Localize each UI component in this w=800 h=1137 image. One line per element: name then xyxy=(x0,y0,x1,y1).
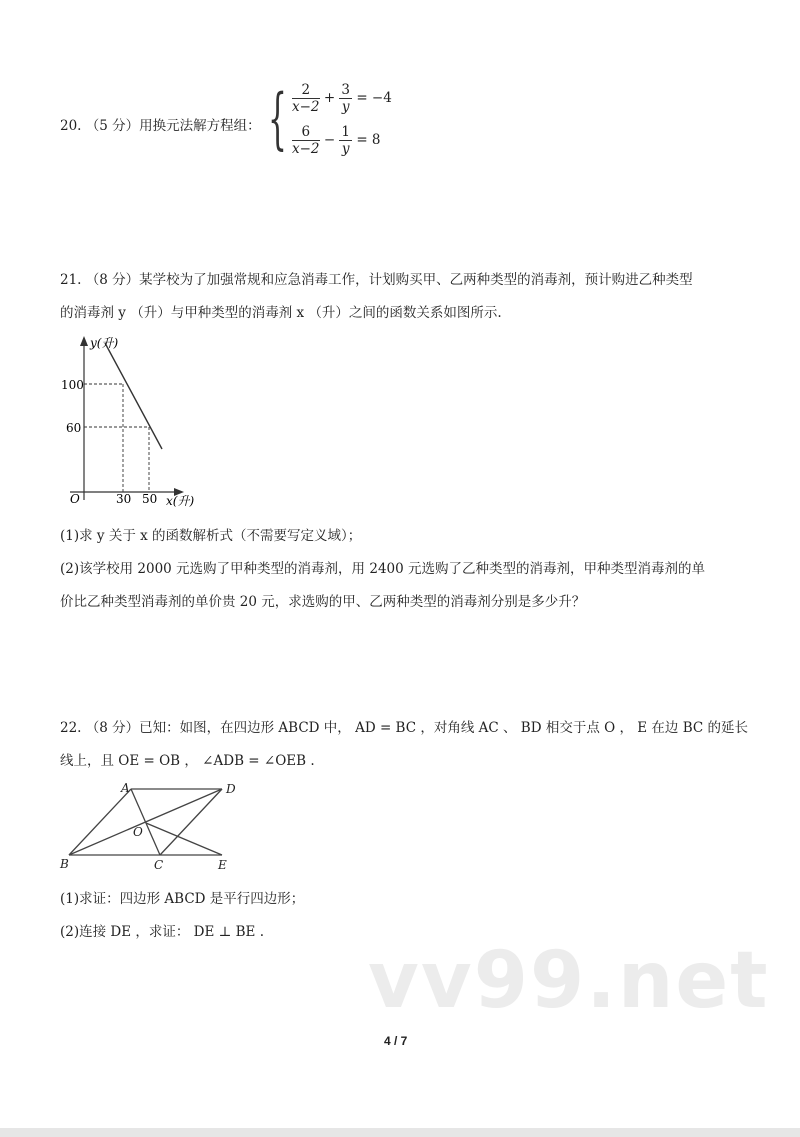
segment-ab xyxy=(69,789,131,855)
point-b: B xyxy=(60,857,69,871)
q21-line2: 的消毒剂 y （升）与甲种类型的消毒剂 x （升）之间的函数关系如图所示. xyxy=(60,305,502,321)
function-line xyxy=(105,343,162,449)
point-a: A xyxy=(121,781,130,795)
eq1-rhs: = −4 xyxy=(356,90,392,106)
y-arrow-icon xyxy=(80,336,88,346)
q21-line1: 21. （8 分）某学校为了加强常规和应急消毒工作，计划购买甲、乙两种类型的消毒剂，预计购进乙种类型 xyxy=(60,272,693,288)
point-o: O xyxy=(133,825,143,839)
y-axis-label: y(升) xyxy=(90,336,119,350)
ytick-100: 100 xyxy=(61,378,84,392)
eq2-den2: y xyxy=(341,141,350,157)
origin-label: O xyxy=(70,492,80,506)
q20-prefix: 20. （5 分）用换元法解方程组： xyxy=(60,118,261,134)
ytick-60: 60 xyxy=(66,421,82,435)
q21-part1: (1)求 y 关于 x 的函数解析式（不需要写定义域）； xyxy=(60,528,362,544)
x-axis-label: x(升) xyxy=(166,494,195,508)
eq1-den1: x−2 xyxy=(292,99,320,115)
eq1-num2: 3 xyxy=(341,82,351,98)
segment-cd xyxy=(160,789,222,855)
eq2-den1: x−2 xyxy=(292,141,320,157)
eq2-rhs: = 8 xyxy=(356,132,381,148)
q22-line2: 线上，且 OE = OB ， ∠ADB = ∠OEB . xyxy=(60,753,315,769)
eq2-num2: 1 xyxy=(341,124,351,140)
equation-brace: { xyxy=(268,80,287,157)
eq2-num1: 6 xyxy=(292,124,320,141)
q22-line1: 22. （8 分）已知：如图，在四边形 ABCD 中， AD = BC ，对角线 AC 、 BD 相交于点 O ， E 在边 BC 的延长 xyxy=(60,720,749,736)
eq1-den2: y xyxy=(341,99,350,115)
point-e: E xyxy=(218,858,227,872)
q21-part2-line1: (2)该学校用 2000 元选购了甲种类型的消毒剂，用 2400 元选购了乙种类型的消毒剂，甲种类型消毒剂的单 xyxy=(60,561,705,577)
segment-ac xyxy=(131,789,160,855)
eq1-num1: 2 xyxy=(292,82,320,99)
point-c: C xyxy=(154,858,164,872)
q21-part2-line2: 价比乙种类型消毒剂的单价贵 20 元，求选购的甲、乙两种类型的消毒剂分别是多少升？ xyxy=(60,594,586,610)
xtick-30: 30 xyxy=(116,492,132,506)
q22-figure xyxy=(69,789,222,855)
xtick-50: 50 xyxy=(142,492,158,506)
q22-part1: (1)求证：四边形 ABCD 是平行四边形； xyxy=(60,891,305,907)
eq1-op: + xyxy=(323,90,336,106)
point-d: D xyxy=(226,782,236,796)
bottom-bar xyxy=(0,1128,800,1137)
watermark: vv99.net xyxy=(368,936,770,1026)
eq2-op: − xyxy=(323,132,336,148)
q22-part2: (2)连接 DE ，求证： DE ⊥ BE . xyxy=(60,924,264,940)
page-number: 4 / 7 xyxy=(384,1034,408,1048)
